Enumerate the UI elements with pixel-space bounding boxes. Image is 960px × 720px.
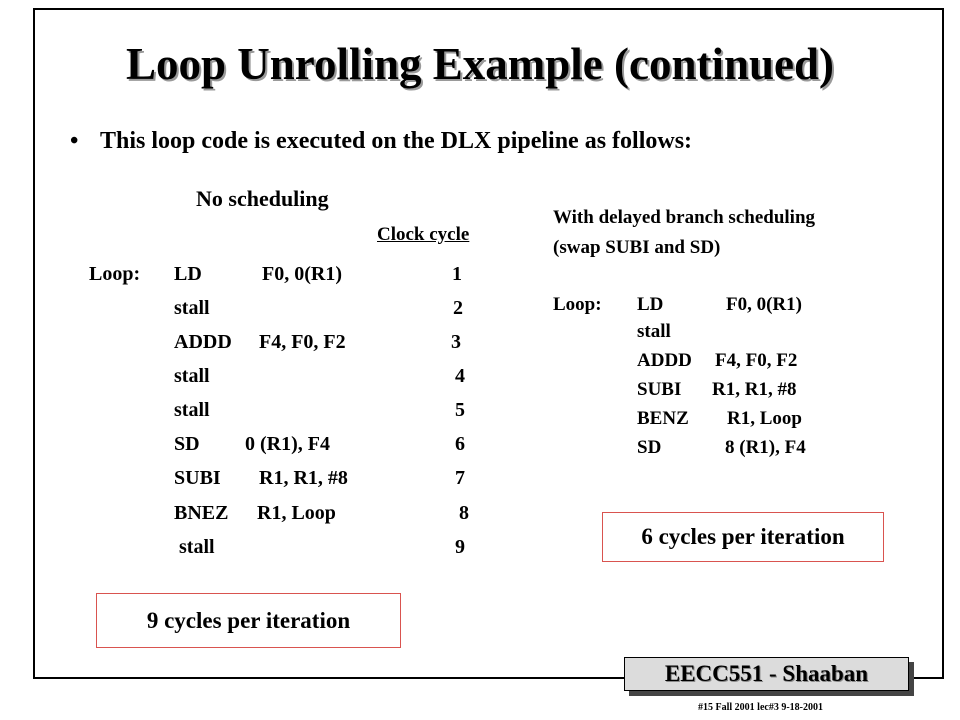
right-row-instr: ADDD [637, 350, 692, 371]
right-row-instr: SD [637, 437, 662, 458]
left-row-instr: LD [174, 263, 202, 285]
right-row-label: Loop: [553, 294, 602, 315]
left-row-instr: stall [174, 365, 210, 387]
left-row-operands: F0, 0(R1) [262, 263, 342, 285]
left-row-instr: ADDD [174, 331, 232, 353]
right-row-instr: BENZ [637, 408, 689, 429]
right-summary-box: 6 cycles per iteration [602, 512, 884, 562]
left-row-operands: F4, F0, F2 [259, 331, 346, 353]
left-row-instr: stall [179, 536, 215, 558]
footer-note: #15 Fall 2001 lec#3 9-18-2001 [698, 702, 823, 713]
right-row-operands: R1, Loop [727, 408, 802, 429]
left-row-operands: R1, Loop [257, 502, 336, 524]
bullet-icon: • [70, 128, 79, 154]
left-row-cycle: 8 [459, 502, 469, 524]
left-row-cycle: 2 [453, 297, 463, 319]
slide-title: Loop Unrolling Example (continued) [125, 39, 835, 89]
bullet-text: This loop code is executed on the DLX pipeline as follows: [100, 128, 693, 154]
left-row-cycle: 3 [451, 331, 461, 353]
footer-course-box: EECC551 - Shaaban [624, 657, 909, 691]
left-row-cycle: 4 [455, 365, 465, 387]
left-row-instr: SUBI [174, 467, 221, 489]
slide-frame [33, 8, 944, 679]
left-row-instr: SD [174, 433, 200, 455]
right-row-operands: 8 (R1), F4 [725, 437, 806, 458]
clock-cycle-header: Clock cycle [377, 224, 470, 245]
left-row-cycle: 6 [455, 433, 465, 455]
left-summary-box: 9 cycles per iteration [96, 593, 401, 648]
right-row-instr: LD [637, 294, 664, 315]
right-heading-line2: (swap SUBI and SD) [553, 237, 721, 258]
right-row-operands: F4, F0, F2 [715, 350, 798, 371]
right-row-operands: R1, R1, #8 [712, 379, 797, 400]
right-row-instr: SUBI [637, 379, 682, 400]
right-heading-line1: With delayed branch scheduling [553, 207, 816, 228]
bullet-item [70, 128, 692, 155]
left-row-instr: stall [174, 297, 210, 319]
left-row-instr: stall [174, 399, 210, 421]
left-row-cycle: 1 [452, 263, 462, 285]
left-heading: No scheduling [196, 186, 329, 211]
right-row-operands: F0, 0(R1) [726, 294, 802, 315]
left-row-cycle: 9 [455, 536, 465, 558]
left-row-cycle: 5 [455, 399, 465, 421]
left-row-instr: BNEZ [174, 502, 229, 524]
left-row-cycle: 7 [455, 467, 465, 489]
left-row-label: Loop: [89, 263, 141, 285]
left-row-operands: R1, R1, #8 [259, 467, 348, 489]
left-row-operands: 0 (R1), F4 [245, 433, 330, 455]
right-row-instr: stall [637, 321, 671, 342]
